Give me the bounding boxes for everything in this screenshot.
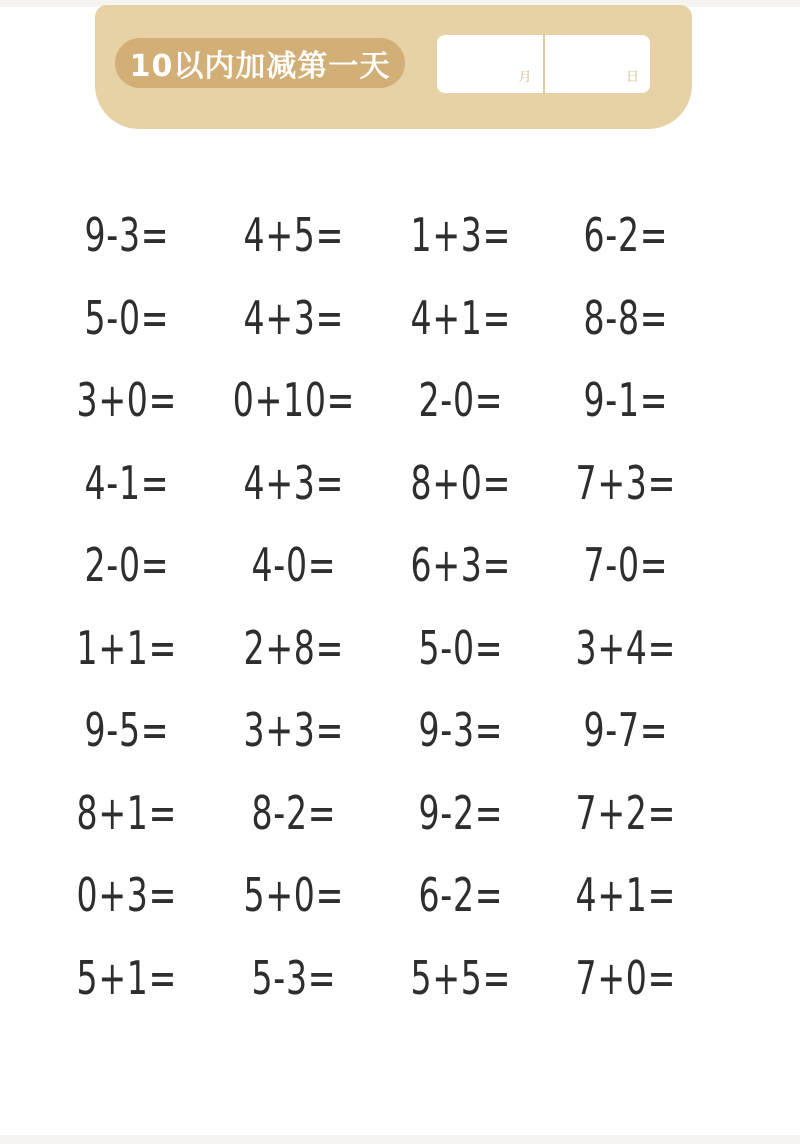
day-label: 日 [625, 70, 639, 85]
math-problem [44, 442, 209, 525]
month-label: 月 [518, 70, 532, 85]
math-problem-text: 5+5= [410, 950, 512, 1005]
math-problem [379, 772, 544, 855]
math-problem-text: 4-0= [251, 538, 337, 593]
math-problem-text: 9-3= [83, 208, 169, 263]
math-problem-text: 7-0= [583, 538, 669, 593]
math-problem [209, 772, 379, 855]
math-problem-text: 3+3= [243, 703, 344, 758]
math-problem-text: 4+3= [243, 455, 344, 510]
math-problem [543, 937, 708, 1020]
math-problem-text: 4+1= [410, 290, 512, 345]
math-problem [379, 937, 544, 1020]
math-problem [543, 277, 708, 360]
math-problem [379, 854, 544, 937]
math-problem [44, 277, 209, 360]
math-problem [379, 194, 544, 277]
math-problem [44, 689, 209, 772]
math-problem [379, 607, 544, 690]
day-input-box[interactable] [545, 35, 651, 93]
math-problem [379, 689, 544, 772]
math-problem [209, 607, 379, 690]
math-problem-text: 7+0= [575, 950, 676, 1005]
math-problem-text: 0+3= [76, 868, 177, 923]
math-problem-text: 5-3= [251, 950, 337, 1005]
math-problem [209, 442, 379, 525]
math-problem-text: 3+4= [575, 620, 676, 675]
math-problem [379, 442, 544, 525]
math-problem [209, 359, 379, 442]
math-problem-text: 2+8= [243, 620, 344, 675]
bottom-strip [0, 1135, 800, 1144]
math-problem [209, 524, 379, 607]
header-banner [95, 5, 692, 129]
math-problem [44, 854, 209, 937]
math-problem-text: 3+0= [76, 373, 177, 428]
math-problem-text: 8-8= [583, 290, 669, 345]
math-problem-text: 6+3= [410, 538, 512, 593]
date-fields [437, 35, 650, 93]
math-problem [209, 937, 379, 1020]
math-problem-text: 5-0= [418, 620, 504, 675]
math-problem [543, 442, 708, 525]
math-problem [379, 277, 544, 360]
math-problem [44, 194, 209, 277]
math-problem-text: 2-0= [83, 538, 169, 593]
math-problem [44, 524, 209, 607]
math-problem [44, 359, 209, 442]
math-problem [543, 194, 708, 277]
math-problem [543, 524, 708, 607]
math-problem-text: 7+2= [575, 785, 676, 840]
math-problem-text: 8+0= [410, 455, 512, 510]
math-problem [44, 772, 209, 855]
math-problem-text: 0+10= [232, 373, 355, 428]
math-problem [44, 937, 209, 1020]
math-problem [44, 607, 209, 690]
math-problem [379, 524, 544, 607]
math-problem-text: 4+1= [575, 868, 676, 923]
math-problem-text: 7+3= [575, 455, 676, 510]
math-problem-text: 9-5= [83, 703, 169, 758]
worksheet-title: 10以内加减第一天 [129, 49, 391, 84]
math-problem [209, 854, 379, 937]
math-problem-text: 5+1= [76, 950, 177, 1005]
math-problem [379, 359, 544, 442]
math-problem [209, 194, 379, 277]
math-problem-text: 6-2= [583, 208, 669, 263]
math-problem-text: 4-1= [83, 455, 169, 510]
math-problem-text: 5+0= [243, 868, 344, 923]
math-problem [543, 854, 708, 937]
math-problem-text: 1+1= [76, 620, 177, 675]
math-problem-text: 2-0= [418, 373, 504, 428]
math-problem [543, 689, 708, 772]
math-problem [209, 277, 379, 360]
math-problem [543, 607, 708, 690]
math-problem-text: 9-7= [583, 703, 669, 758]
math-problem-text: 9-3= [418, 703, 504, 758]
math-problem-text: 1+3= [410, 208, 512, 263]
math-problem-text: 4+3= [243, 290, 344, 345]
math-problem [543, 359, 708, 442]
month-input-box[interactable] [437, 35, 545, 93]
math-problem-text: 8-2= [251, 785, 337, 840]
math-problem-text: 8+1= [76, 785, 177, 840]
math-problem-text: 4+5= [243, 208, 344, 263]
worksheet-title-badge [115, 38, 405, 88]
math-problem [543, 772, 708, 855]
math-problem-text: 9-2= [418, 785, 504, 840]
math-problem-text: 5-0= [83, 290, 169, 345]
math-problem [209, 689, 379, 772]
problem-grid [44, 194, 708, 1019]
math-problem-text: 6-2= [418, 868, 504, 923]
math-problem-text: 9-1= [583, 373, 669, 428]
